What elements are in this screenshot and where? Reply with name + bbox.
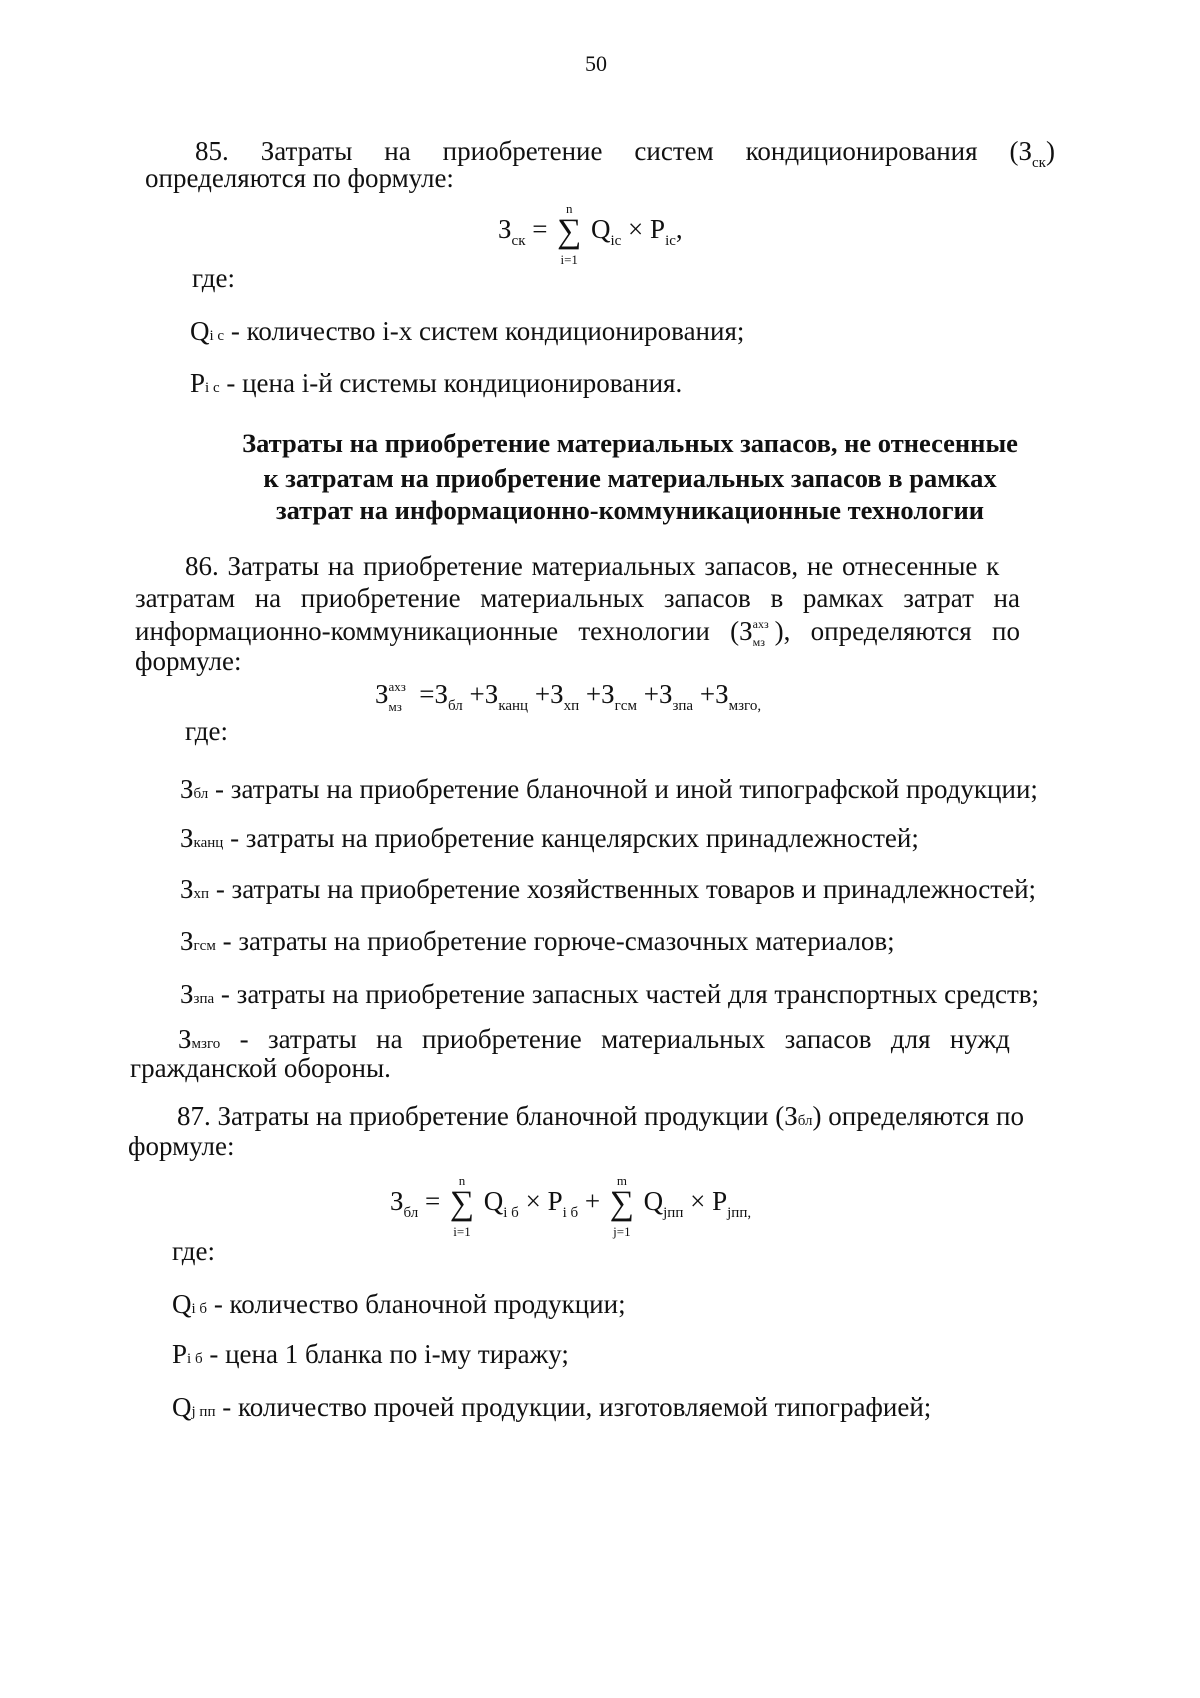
p87-def-qib: Qi б - количество бланочной продукции;: [172, 1289, 626, 1319]
p87-where: где:: [172, 1236, 215, 1266]
p87-line2: формуле:: [128, 1131, 235, 1161]
p87-line1: 87. Затраты на приобретение бланочной продукции (Збл) определяются по: [177, 1101, 1025, 1131]
p85-where: где:: [192, 263, 235, 293]
p86-def-hp: Зхп - затраты на приобретение хозяйственных товаров и принадлежностей;: [180, 874, 1037, 904]
p87-def-qjpp: Qj пп - количество прочей продукции, изготовляемой типографией;: [172, 1392, 932, 1422]
p86-def-gsm: Згсм - затраты на приобретение горюче-смазочных материалов;: [180, 926, 895, 956]
sum-symbol: ∑ n i=1: [557, 200, 582, 267]
formula-zmz: З axз мз $=З_{бл} +З_{канц} +З_{хп} +З_{гсм} +З_{зпа} +З_{мзго,}$: [375, 679, 762, 714]
p86-def-mzgo-line1: Змзго - затраты на приобретение материальных запасов для нужд: [178, 1024, 1010, 1054]
p85-line1: 85. Затраты на приобретение систем кондиционирования $(З_{ск})$: [195, 136, 1055, 171]
section-heading-line2: к затратам на приобретение материальных запасов в рамках: [263, 463, 997, 493]
p86-line4: формуле:: [135, 646, 242, 676]
p86-where: где:: [185, 716, 228, 746]
p86-def-kanc: Зканц - затраты на приобретение канцелярских принадлежностей;: [180, 823, 919, 853]
formula-sck: $З_{ск}$ = ∑ n i=1 $Q_{ic} \times P_{ic}$,: [498, 200, 683, 267]
p85-line2: определяются по формуле:: [145, 163, 454, 193]
section-heading-line3: затрат на информационно-коммуникационные технологии: [275, 495, 985, 525]
sum-symbol-1: ∑ n i=1: [449, 1172, 475, 1239]
p86-line3: информационно-коммуникационные технологии (З axз мз ), определяются по: [135, 616, 1020, 649]
p86-def-bl: Збл - затраты на приобретение бланочной и иной типографской продукции;: [180, 774, 1038, 804]
sum-symbol-2: ∑ m j=1: [609, 1172, 635, 1239]
page-number: 50: [585, 51, 607, 76]
p87-def-pib: Pi б - цена 1 бланка по i-му тиражу;: [172, 1339, 569, 1369]
p86-def-zpa: Ззпа - затраты на приобретение запасных частей для транспортных средств;: [180, 979, 1040, 1009]
p85-def-p: Pi c - цена i-й системы кондиционирования.: [190, 368, 683, 398]
p86-line1: 86. Затраты на приобретение материальных запасов, не отнесенные к: [185, 551, 1000, 581]
p85-def-q: Qi c - количество i-х систем кондиционирования;: [190, 316, 745, 346]
p86-line2: затратам на приобретение материальных запасов в рамках затрат на: [135, 583, 1020, 613]
formula-zbl: $З_{бл}$ = ∑ n i=1 $Q_{i б} \times P_{i б}$ + ∑ m j=1 $Q_{jпп} \times P_{jпп,}$: [390, 1172, 752, 1239]
section-heading-line1: Затраты на приобретение материальных запасов, не отнесенные: [242, 428, 1018, 458]
p86-def-mzgo-line2: гражданской обороны.: [130, 1053, 391, 1083]
